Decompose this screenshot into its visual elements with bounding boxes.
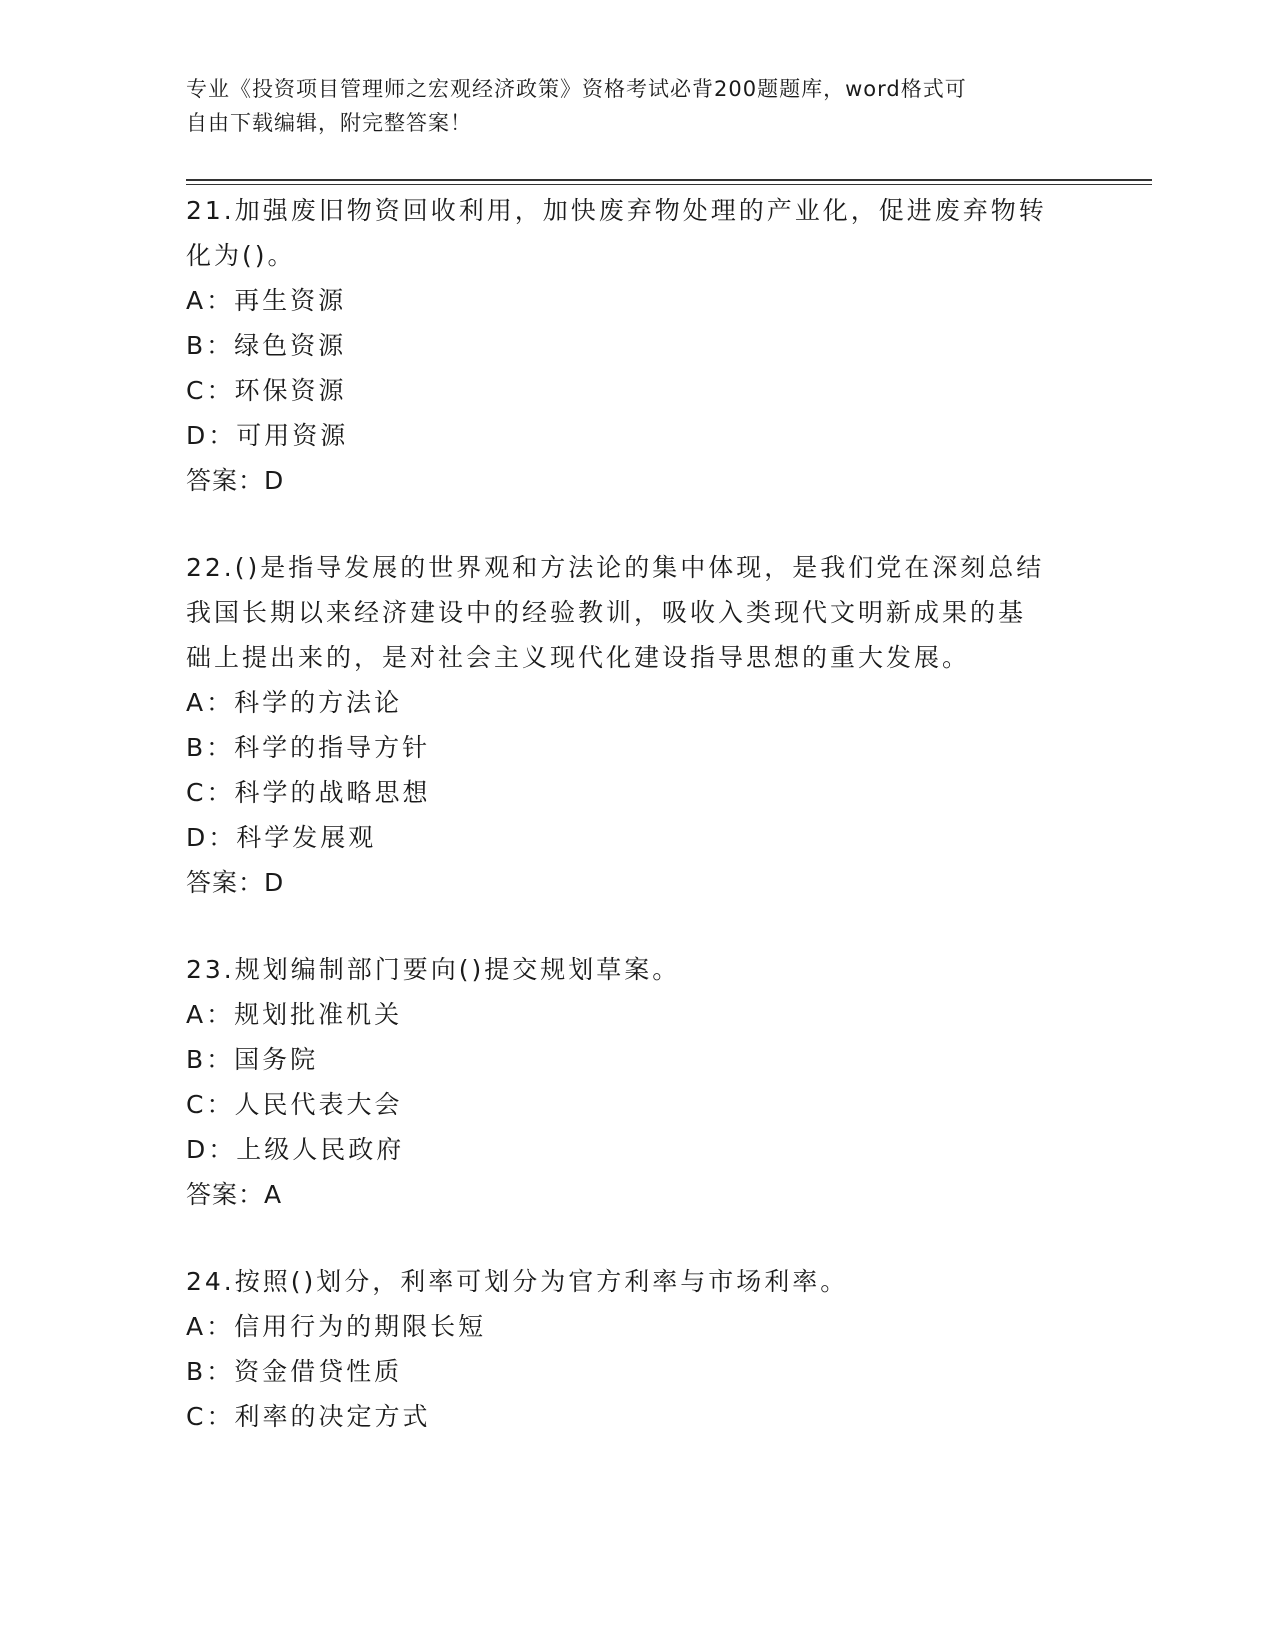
question-text-line: 22.()是指导发展的世界观和方法论的集中体现，是我们党在深刻总结 [186, 553, 1045, 582]
option-a: A：规划批准机关 [186, 1000, 403, 1029]
option-b: B：绿色资源 [186, 331, 347, 360]
question-21 [186, 188, 1086, 503]
question-text-line: 我国长期以来经济建设中的经验教训，吸收入类现代文明新成果的基 [186, 598, 1027, 627]
answer-line: 答案：D [186, 868, 285, 897]
question-text-line: 础上提出来的，是对社会主义现代化建设指导思想的重大发展。 [186, 643, 971, 672]
option-c: C：利率的决定方式 [186, 1402, 431, 1431]
option-c: C：科学的战略思想 [186, 778, 431, 807]
option-a: A：信用行为的期限长短 [186, 1312, 487, 1341]
header-divider-thin [186, 184, 1152, 185]
option-b: B：资金借贷性质 [186, 1357, 403, 1386]
question-text-line: 化为()。 [186, 241, 296, 270]
question-22 [186, 545, 1086, 905]
header-line-2: 自由下载编辑，附完整答案！ [186, 111, 472, 135]
question-text-line: 21.加强废旧物资回收利用，加快废弃物处理的产业化，促进废弃物转 [186, 196, 1047, 225]
question-text-line: 23.规划编制部门要向()提交规划草案。 [186, 955, 681, 984]
option-a: A：科学的方法论 [186, 688, 403, 717]
document-header [186, 72, 1086, 140]
answer-line: 答案：D [186, 466, 285, 495]
header-divider [186, 179, 1152, 181]
option-a: A：再生资源 [186, 286, 347, 315]
option-c: C：环保资源 [186, 376, 347, 405]
option-c: C：人民代表大会 [186, 1090, 403, 1119]
option-b: B：国务院 [186, 1045, 319, 1074]
question-list [186, 188, 1086, 1481]
question-text-line: 24.按照()划分，利率可划分为官方利率与市场利率。 [186, 1267, 849, 1296]
option-d: D：上级人民政府 [186, 1135, 405, 1164]
option-d: D：科学发展观 [186, 823, 377, 852]
answer-line: 答案：A [186, 1180, 283, 1209]
option-d: D：可用资源 [186, 421, 349, 450]
question-23 [186, 947, 1086, 1217]
option-b: B：科学的指导方针 [186, 733, 431, 762]
question-24 [186, 1259, 1086, 1439]
header-line-1: 专业《投资项目管理师之宏观经济政策》资格考试必背200题题库，word格式可 [186, 77, 967, 101]
